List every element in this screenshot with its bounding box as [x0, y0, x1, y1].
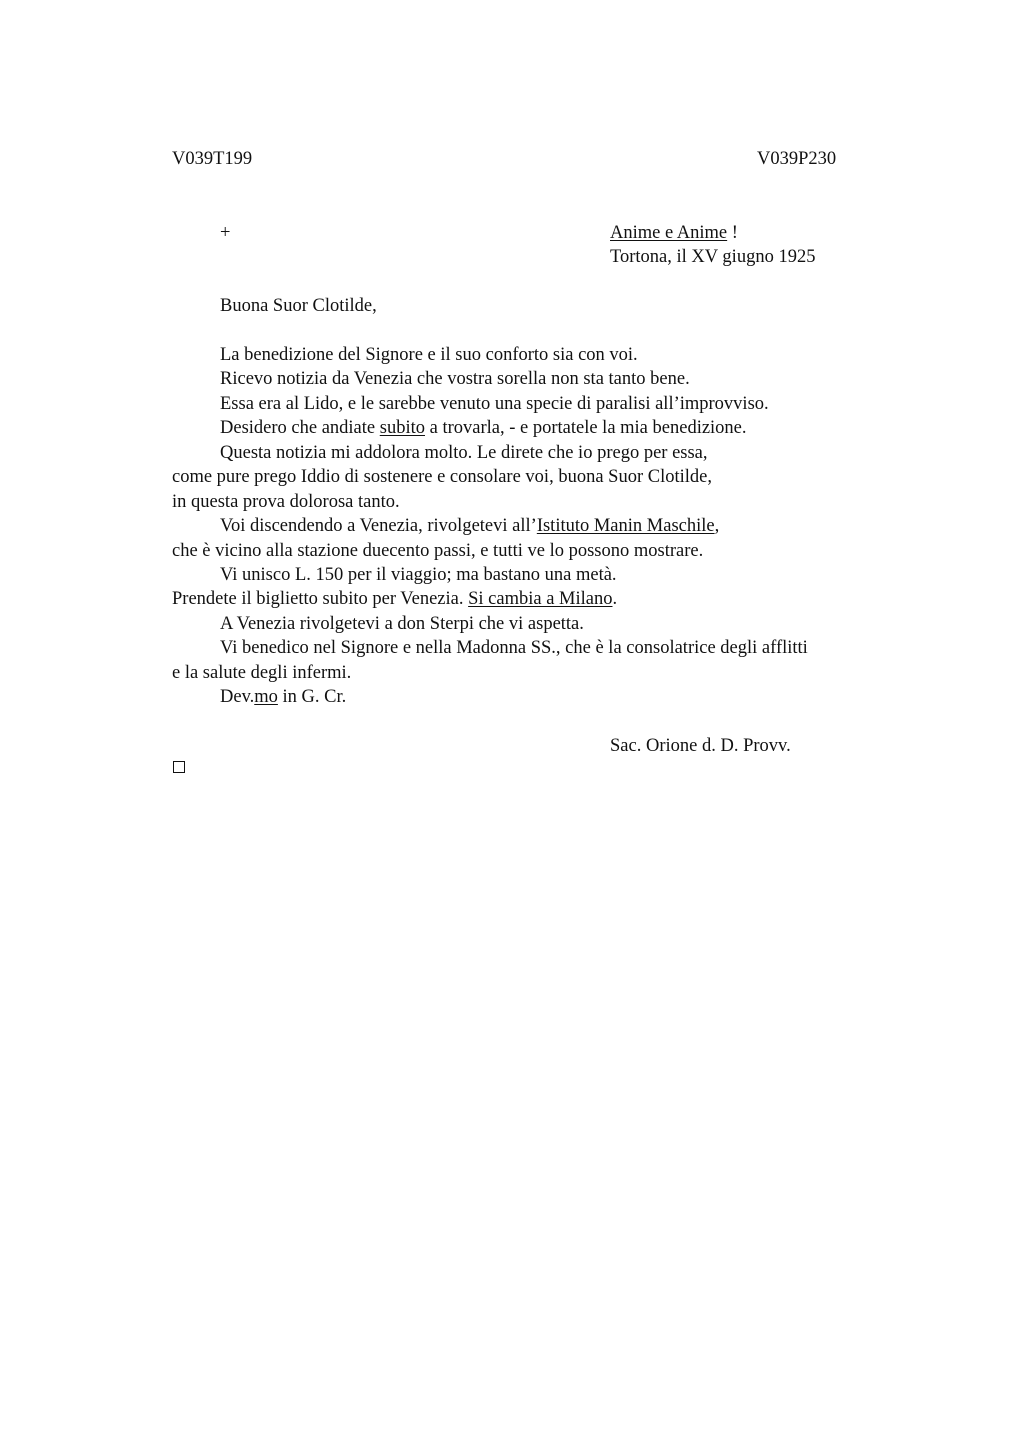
body-line: Desidero che andiate subito a trovarla, - e portatele la mia benedizione.: [220, 418, 747, 438]
body-line: Vi unisco L. 150 per il viaggio; ma bastano una metà.: [220, 565, 617, 585]
body-line: La benedizione del Signore e il suo conforto sia con voi.: [220, 345, 638, 365]
body-line: e la salute degli infermi.: [172, 663, 352, 683]
body-line: Voi discendendo a Venezia, rivolgetevi all’Istituto Manin Maschile,: [220, 516, 720, 536]
motto: [610, 224, 738, 243]
body-line: Vi benedico nel Signore e nella Madonna SS., che è la consolatrice degli afflitti: [220, 638, 808, 658]
motto-text: Anime e Anime: [610, 223, 728, 243]
square-outline-icon: [173, 761, 185, 773]
closing: Dev.mo in G. Cr.: [220, 687, 347, 707]
body-line: Ricevo notizia da Venezia che vostra sorella non sta tanto bene.: [220, 369, 690, 389]
body-line: Prendete il biglietto subito per Venezia. Si cambia a Milano.: [172, 589, 618, 609]
document-code-left: V039T199: [172, 149, 253, 169]
body-line: A Venezia rivolgetevi a don Sterpi che vi aspetta.: [220, 614, 584, 634]
document-code-right: V039P230: [757, 149, 837, 169]
underlined-phrase: Si cambia a Milano: [468, 589, 613, 609]
body-line: in questa prova dolorosa tanto.: [172, 492, 400, 512]
signature: Sac. Orione d. D. Provv.: [610, 736, 791, 756]
cross-mark: +: [220, 223, 231, 243]
body-line: Essa era al Lido, e le sarebbe venuto una specie di paralisi all’improvviso.: [220, 394, 769, 414]
place-date: Tortona, il XV giugno 1925: [610, 247, 816, 267]
body-line: che è vicino alla stazione duecento passi, e tutti ve lo possono mostrare.: [172, 541, 704, 561]
motto-exclamation: !: [727, 223, 738, 243]
body-line: Questa notizia mi addolora molto. Le direte che io prego per essa,: [220, 443, 708, 463]
body-line: come pure prego Iddio di sostenere e consolare voi, buona Suor Clotilde,: [172, 467, 712, 487]
underlined-phrase: Istituto Manin Maschile: [536, 516, 715, 536]
underlined-word: subito: [379, 418, 425, 438]
salutation: Buona Suor Clotilde,: [220, 296, 377, 316]
underlined-abbreviation: mo: [254, 687, 278, 707]
